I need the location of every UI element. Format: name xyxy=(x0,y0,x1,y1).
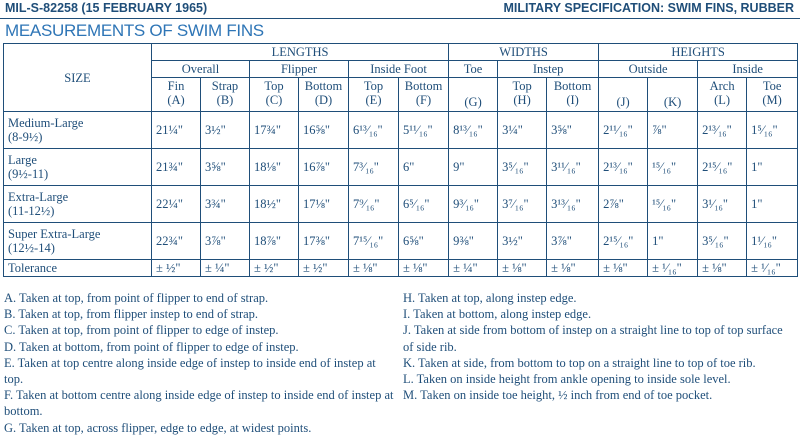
value-cell: 6⅝" xyxy=(399,223,449,260)
value-cell: 2¹¹⁄₁₆" xyxy=(599,112,648,149)
value-cell: 3⅝" xyxy=(201,149,250,186)
tolerance-cell: ± ⅛" xyxy=(547,260,599,277)
column-header-m: Toe (M) xyxy=(747,78,798,112)
spec-id: MIL-S-82258 (15 FEBRUARY 1965) xyxy=(5,1,208,15)
value-cell: 3¹¹⁄₁₆" xyxy=(547,149,599,186)
value-cell: 3¹⁄₁₆" xyxy=(698,186,747,223)
value-cell: 2¹³⁄₁₆" xyxy=(698,112,747,149)
column-header-c: Top (C) xyxy=(250,78,299,112)
group-heights: HEIGHTS xyxy=(599,44,798,61)
tolerance-cell: ± ½" xyxy=(299,260,349,277)
value-cell: 1⁵⁄₁₆" xyxy=(747,112,798,149)
size-cell: Large (9½-11) xyxy=(4,149,152,186)
value-cell: 3½" xyxy=(201,112,250,149)
value-cell: 5¹¹⁄₁₆" xyxy=(399,112,449,149)
value-cell: 3¼" xyxy=(498,112,547,149)
table-row xyxy=(4,112,798,149)
note-i: I. Taken at bottom, along instep edge. xyxy=(403,307,592,322)
size-cell: Super Extra-Large (12½-14) xyxy=(4,223,152,260)
tolerance-cell: ± ⅛" xyxy=(349,260,399,277)
value-cell: 21¼" xyxy=(152,112,201,149)
column-header-l: Arch (L) xyxy=(698,78,747,112)
value-cell: 2¹³⁄₁₆" xyxy=(599,149,648,186)
subgroup-inside: Inside xyxy=(698,61,798,78)
subgroup-inside-foot: Inside Foot xyxy=(349,61,449,78)
value-cell: ¹⁵⁄₁₆" xyxy=(648,149,698,186)
value-cell: 17¾" xyxy=(250,112,299,149)
tolerance-cell: ± ¹⁄₁₆" xyxy=(648,260,698,277)
tolerance-row xyxy=(4,260,798,277)
measurements-table xyxy=(3,43,798,277)
note-b: B. Taken at top, from flipper instep to end of strap. xyxy=(4,307,259,322)
note-f: F. Taken at bottom centre along inside edge of instep to inside end of instep at bottom. xyxy=(4,388,394,419)
value-cell: 1¹⁄₁₆" xyxy=(747,223,798,260)
size-cell: Medium-Large (8-9½) xyxy=(4,112,152,149)
column-header-f: Bottom (F) xyxy=(399,78,449,112)
table-row xyxy=(4,223,798,260)
note-m: M. Taken on inside toe height, ½ inch from end of toe pocket. xyxy=(403,388,713,403)
value-cell: 2¹⁵⁄₁₆" xyxy=(599,223,648,260)
tolerance-cell: ± ¼" xyxy=(449,260,498,277)
notes-left xyxy=(4,290,396,436)
value-cell: 6⁵⁄₁₆" xyxy=(399,186,449,223)
value-cell: 17⅜" xyxy=(299,223,349,260)
column-header-e: Top (E) xyxy=(349,78,399,112)
group-widths: WIDTHS xyxy=(449,44,599,61)
note-d: D. Taken at bottom, from point of flipper to edge of instep. xyxy=(4,339,299,354)
column-header-i: Bottom (I) xyxy=(547,78,599,112)
spec-title: MILITARY SPECIFICATION: SWIM FINS, RUBBER xyxy=(503,1,794,15)
subgroup-overall: Overall xyxy=(152,61,250,78)
document-header xyxy=(0,0,800,19)
tolerance-cell: ± ¼" xyxy=(201,260,250,277)
notes-right xyxy=(403,290,795,403)
value-cell: 1" xyxy=(648,223,698,260)
value-cell: 3⁷⁄₁₆" xyxy=(498,186,547,223)
tolerance-cell: ± ½" xyxy=(152,260,201,277)
column-header-k: (K) xyxy=(648,78,698,112)
note-l: L. Taken on inside height from ankle opening to inside sole level. xyxy=(403,372,731,387)
value-cell: ¹⁵⁄₁₆" xyxy=(648,186,698,223)
subgroup-toe: Toe xyxy=(449,61,498,78)
tolerance-cell: ± ⅛" xyxy=(399,260,449,277)
value-cell: 9⅜" xyxy=(449,223,498,260)
column-header-d: Bottom (D) xyxy=(299,78,349,112)
tolerance-cell: ± ¹⁄₁₆" xyxy=(747,260,798,277)
value-cell: 3⅞" xyxy=(201,223,250,260)
value-cell: 22¾" xyxy=(152,223,201,260)
column-header-a: Fin (A) xyxy=(152,78,201,112)
note-h: H. Taken at top, along instep edge. xyxy=(403,291,577,305)
column-header-b: Strap (B) xyxy=(201,78,250,112)
note-g: G. Taken at top, across flipper, edge to edge, at widest points. xyxy=(4,420,312,435)
value-cell: 3⅝" xyxy=(547,112,599,149)
value-cell: 2⅞" xyxy=(599,186,648,223)
value-cell: 9³⁄₁₆" xyxy=(449,186,498,223)
value-cell: 2¹⁵⁄₁₆" xyxy=(698,149,747,186)
tolerance-cell: ± ½" xyxy=(250,260,299,277)
value-cell: 9" xyxy=(449,149,498,186)
value-cell: 3¹³⁄₁₆" xyxy=(547,186,599,223)
tolerance-label: Tolerance xyxy=(4,260,152,277)
note-e: E. Taken at top centre along inside edge of instep to inside end of instep at top. xyxy=(4,355,376,387)
value-cell: 1" xyxy=(747,186,798,223)
value-cell: 17⅛" xyxy=(299,186,349,223)
value-cell: 6¹³⁄₁₆" xyxy=(349,112,399,149)
value-cell: 8¹³⁄₁₆" xyxy=(449,112,498,149)
value-cell: ⅞" xyxy=(648,112,698,149)
value-cell: 16⅝" xyxy=(299,112,349,149)
value-cell: 22¼" xyxy=(152,186,201,223)
page-title: MEASUREMENTS OF SWIM FINS xyxy=(5,21,264,40)
tolerance-cell: ± ⅛" xyxy=(498,260,547,277)
note-a: A. Taken at top, from point of flipper to end of strap. xyxy=(4,291,269,305)
value-cell: 3½" xyxy=(498,223,547,260)
subgroup-outside: Outside xyxy=(599,61,698,78)
value-cell: 7⁹⁄₁₆" xyxy=(349,186,399,223)
note-k: K. Taken at side, from bottom to top on a straight line to top of toe rib. xyxy=(403,355,756,370)
column-header-g: (G) xyxy=(449,78,498,112)
group-lengths: LENGTHS xyxy=(152,44,449,61)
value-cell: 1" xyxy=(747,149,798,186)
value-cell: 18½" xyxy=(250,186,299,223)
note-c: C. Taken at top, from point of flipper to edge of instep. xyxy=(4,323,279,338)
tolerance-cell: ± ⅛" xyxy=(599,260,648,277)
value-cell: 6" xyxy=(399,149,449,186)
tolerance-cell: ± ⅛" xyxy=(698,260,747,277)
value-cell: 18⅛" xyxy=(250,149,299,186)
group-header-row xyxy=(4,44,798,61)
note-j: J. Taken at side from bottom of instep on a straight line to top of top surface of side rib. xyxy=(403,323,783,354)
column-header-h: Top (H) xyxy=(498,78,547,112)
value-cell: 3⅞" xyxy=(547,223,599,260)
column-header-j: (J) xyxy=(599,78,648,112)
value-cell: 16⅞" xyxy=(299,149,349,186)
value-cell: 18⅞" xyxy=(250,223,299,260)
table-row xyxy=(4,149,798,186)
table-row xyxy=(4,186,798,223)
value-cell: 3⁵⁄₁₆" xyxy=(698,223,747,260)
value-cell: 3¾" xyxy=(201,186,250,223)
value-cell: 3⁵⁄₁₆" xyxy=(498,149,547,186)
subgroup-flipper: Flipper xyxy=(250,61,349,78)
value-cell: 21¾" xyxy=(152,149,201,186)
size-header: SIZE xyxy=(4,44,152,112)
value-cell: 7¹⁵⁄₁₆" xyxy=(349,223,399,260)
size-cell: Extra-Large (11-12½) xyxy=(4,186,152,223)
value-cell: 7³⁄₁₆" xyxy=(349,149,399,186)
subgroup-instep: Instep xyxy=(498,61,599,78)
